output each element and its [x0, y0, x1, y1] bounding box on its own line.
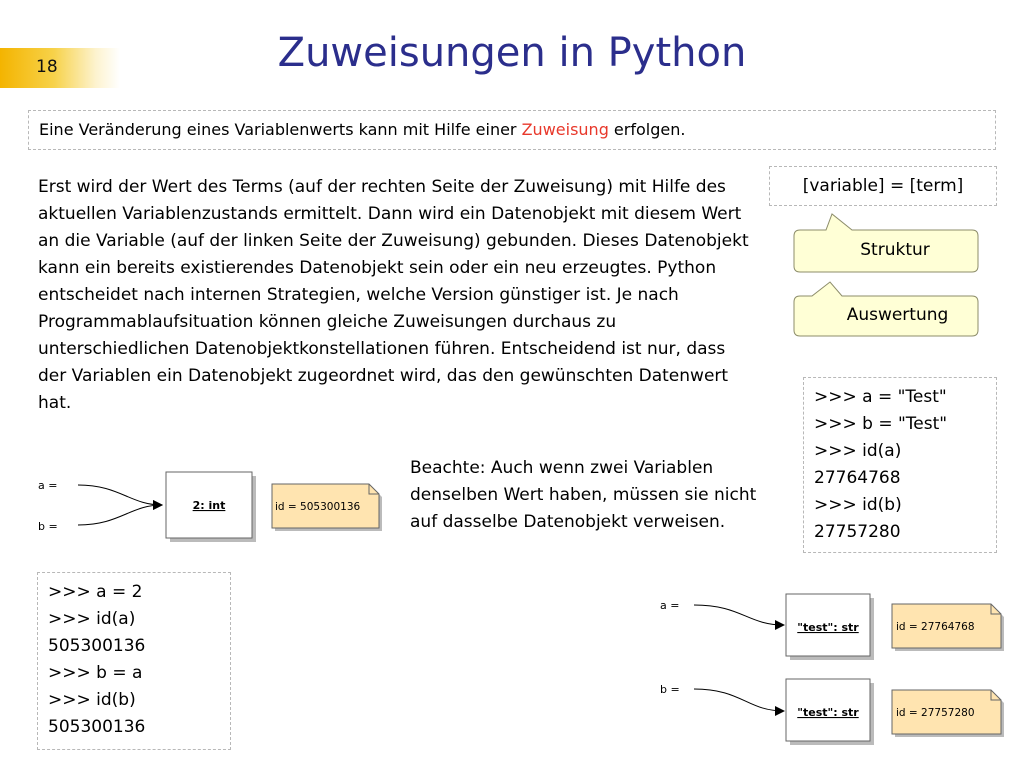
diagram-str-id-text-b: id = 27757280 — [896, 707, 975, 719]
code-line: 505300136 — [48, 717, 146, 737]
code-box-ints — [37, 572, 231, 750]
code-line: >>> id(b) — [814, 495, 902, 515]
intro-text-end: erfolgen. — [608, 120, 686, 139]
diagram-int-arrow-a — [78, 485, 162, 505]
code-line: 27757280 — [814, 522, 901, 542]
code-box-strings — [803, 377, 997, 553]
diagram-int-arrow-b — [78, 505, 162, 525]
code-line: >>> a = "Test" — [814, 387, 947, 407]
callout-struktur-label: Struktur — [860, 240, 930, 260]
code-line: >>> b = "Test" — [814, 414, 948, 434]
diagram-str-id-text-a: id = 27764768 — [896, 621, 975, 633]
diagram-str-arrow-a — [694, 605, 784, 625]
code-line: 505300136 — [48, 636, 146, 656]
slide-number: 18 — [36, 57, 58, 77]
diagram-str-object-a-label: "test": str — [797, 621, 859, 634]
diagram-int-id-text: id = 505300136 — [275, 501, 361, 513]
code-line: >>> b = a — [48, 663, 143, 683]
slide-title: Zuweisungen in Python — [277, 30, 747, 76]
body-paragraph: Erst wird der Wert des Terms (auf der rechten Seite der Zuweisung) mit Hilfe des aktuellen Variablenzustands ermittelt. Dann wird ein Datenobjekt mit diesem Wert an die Variable (auf der linken Seite der Zuweisung) gebunden. Dieses Datenobjekt kann ein bereits existierendes Datenobjekt sein oder ein neu erzeugtes. Python entscheidet nach internen Strategien, welche Version günstiger ist. Je nach Programmablaufsituation können gleiche Zuweisungen durchaus zu unterschiedlichen Datenobjektkonstellationen führen. Entscheidend ist nur, dass der Variablen ein Datenobjekt zugeordnet wird, das den gewünschten Datenwert hat. — [38, 177, 749, 413]
code-line: >>> id(a) — [48, 609, 136, 629]
syntax-box: [variable] = [term] — [769, 166, 997, 206]
code-line: >>> id(b) — [48, 690, 136, 710]
code-line: >>> id(a) — [814, 441, 902, 461]
intro-box — [28, 110, 996, 150]
intro-highlight-term: Zuweisung — [521, 120, 609, 139]
diagram-str — [652, 585, 1012, 755]
diagram-int — [30, 465, 390, 545]
intro-text-start: Eine Veränderung eines Variablenwerts kann mit Hilfe einer — [39, 120, 522, 139]
diagram-str-var-b: b = — [660, 683, 680, 696]
intro-text — [39, 120, 685, 139]
diagram-int-var-a: a = — [38, 479, 58, 492]
code-line: 27764768 — [814, 468, 901, 488]
callout-auswertung-label: Auswertung — [846, 305, 949, 325]
diagram-int-object-label: 2: int — [192, 499, 226, 512]
diagram-int-var-b: b = — [38, 520, 58, 533]
diagram-str-object-b-label: "test": str — [797, 706, 859, 719]
note-text: Beachte: Auch wenn zwei Variablen denselben Wert haben, müssen sie nicht auf dasselbe Datenobjekt verweisen. — [410, 458, 757, 532]
diagram-str-arrow-b — [694, 689, 784, 711]
code-line: >>> a = 2 — [48, 582, 143, 602]
diagram-str-var-a: a = — [660, 599, 680, 612]
